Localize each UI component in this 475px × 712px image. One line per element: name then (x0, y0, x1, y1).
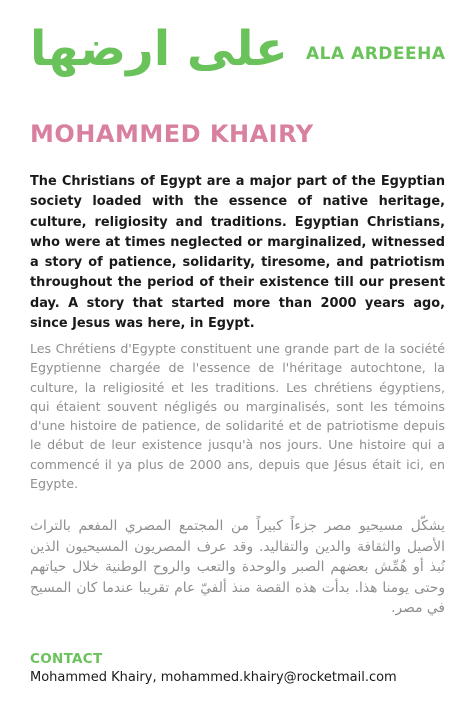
author-name: MOHAMMED KHAIRY (30, 120, 314, 148)
paragraph-french: Les Chrétiens d'Egypte constituent une grande part de la société Egyptienne chargée de l'essence de l'héritage autochtone, la culture, la religiosité et les traditions. Les chrétiens égyptiens, qui étaient souvent négligés ou marginalisés, sont les témoins d'une histoire de patience, de solidarité et de patriotisme depuis le début de leur existence jusqu'à nos jours. Une histoire qui a commencé il ya plus de 2000 ans, depuis que Jésus était ici, en Egypte. (30, 341, 445, 492)
paragraph-english: The Christians of Egypt are a major part of the Egyptian society loaded with the essence of native heritage, culture, religiosity and traditions. Egyptian Christians, who were at times neglected or marginalized, witnessed a story of patience, solidarity, tiresome, and patriotism throughout the period of their existence till our present day. A story that started more than 2000 years ago, since Jesus was here, in Egypt. (30, 174, 445, 332)
paragraph-arabic: يشكّل مسيحيو مصر جزءاً كبيراً من المجتمع المصري المفعم بالتراث الأصيل والثقافة والدين والتقاليد. وقد عرف المصريون المسيحيون الذين نُبذ أو هُمِّش بعضهم الصبر والوحدة والتعب والروح الوطنية خلال حياتهم وحتى يومنا هذا. بدأت هذه القصة منذ ألفيّ عام تقريبا عندما كان المسيح في مصر. (30, 518, 445, 616)
logo-latin-wordmark: ALA ARDEEHA (306, 44, 446, 64)
contact-details: Mohammed Khairy, mohammed.khairy@rocketmail.com (30, 670, 397, 685)
contact-heading: CONTACT (30, 651, 103, 667)
logo-arabic-wordmark: على ارضها (30, 21, 288, 77)
logo (30, 18, 288, 80)
